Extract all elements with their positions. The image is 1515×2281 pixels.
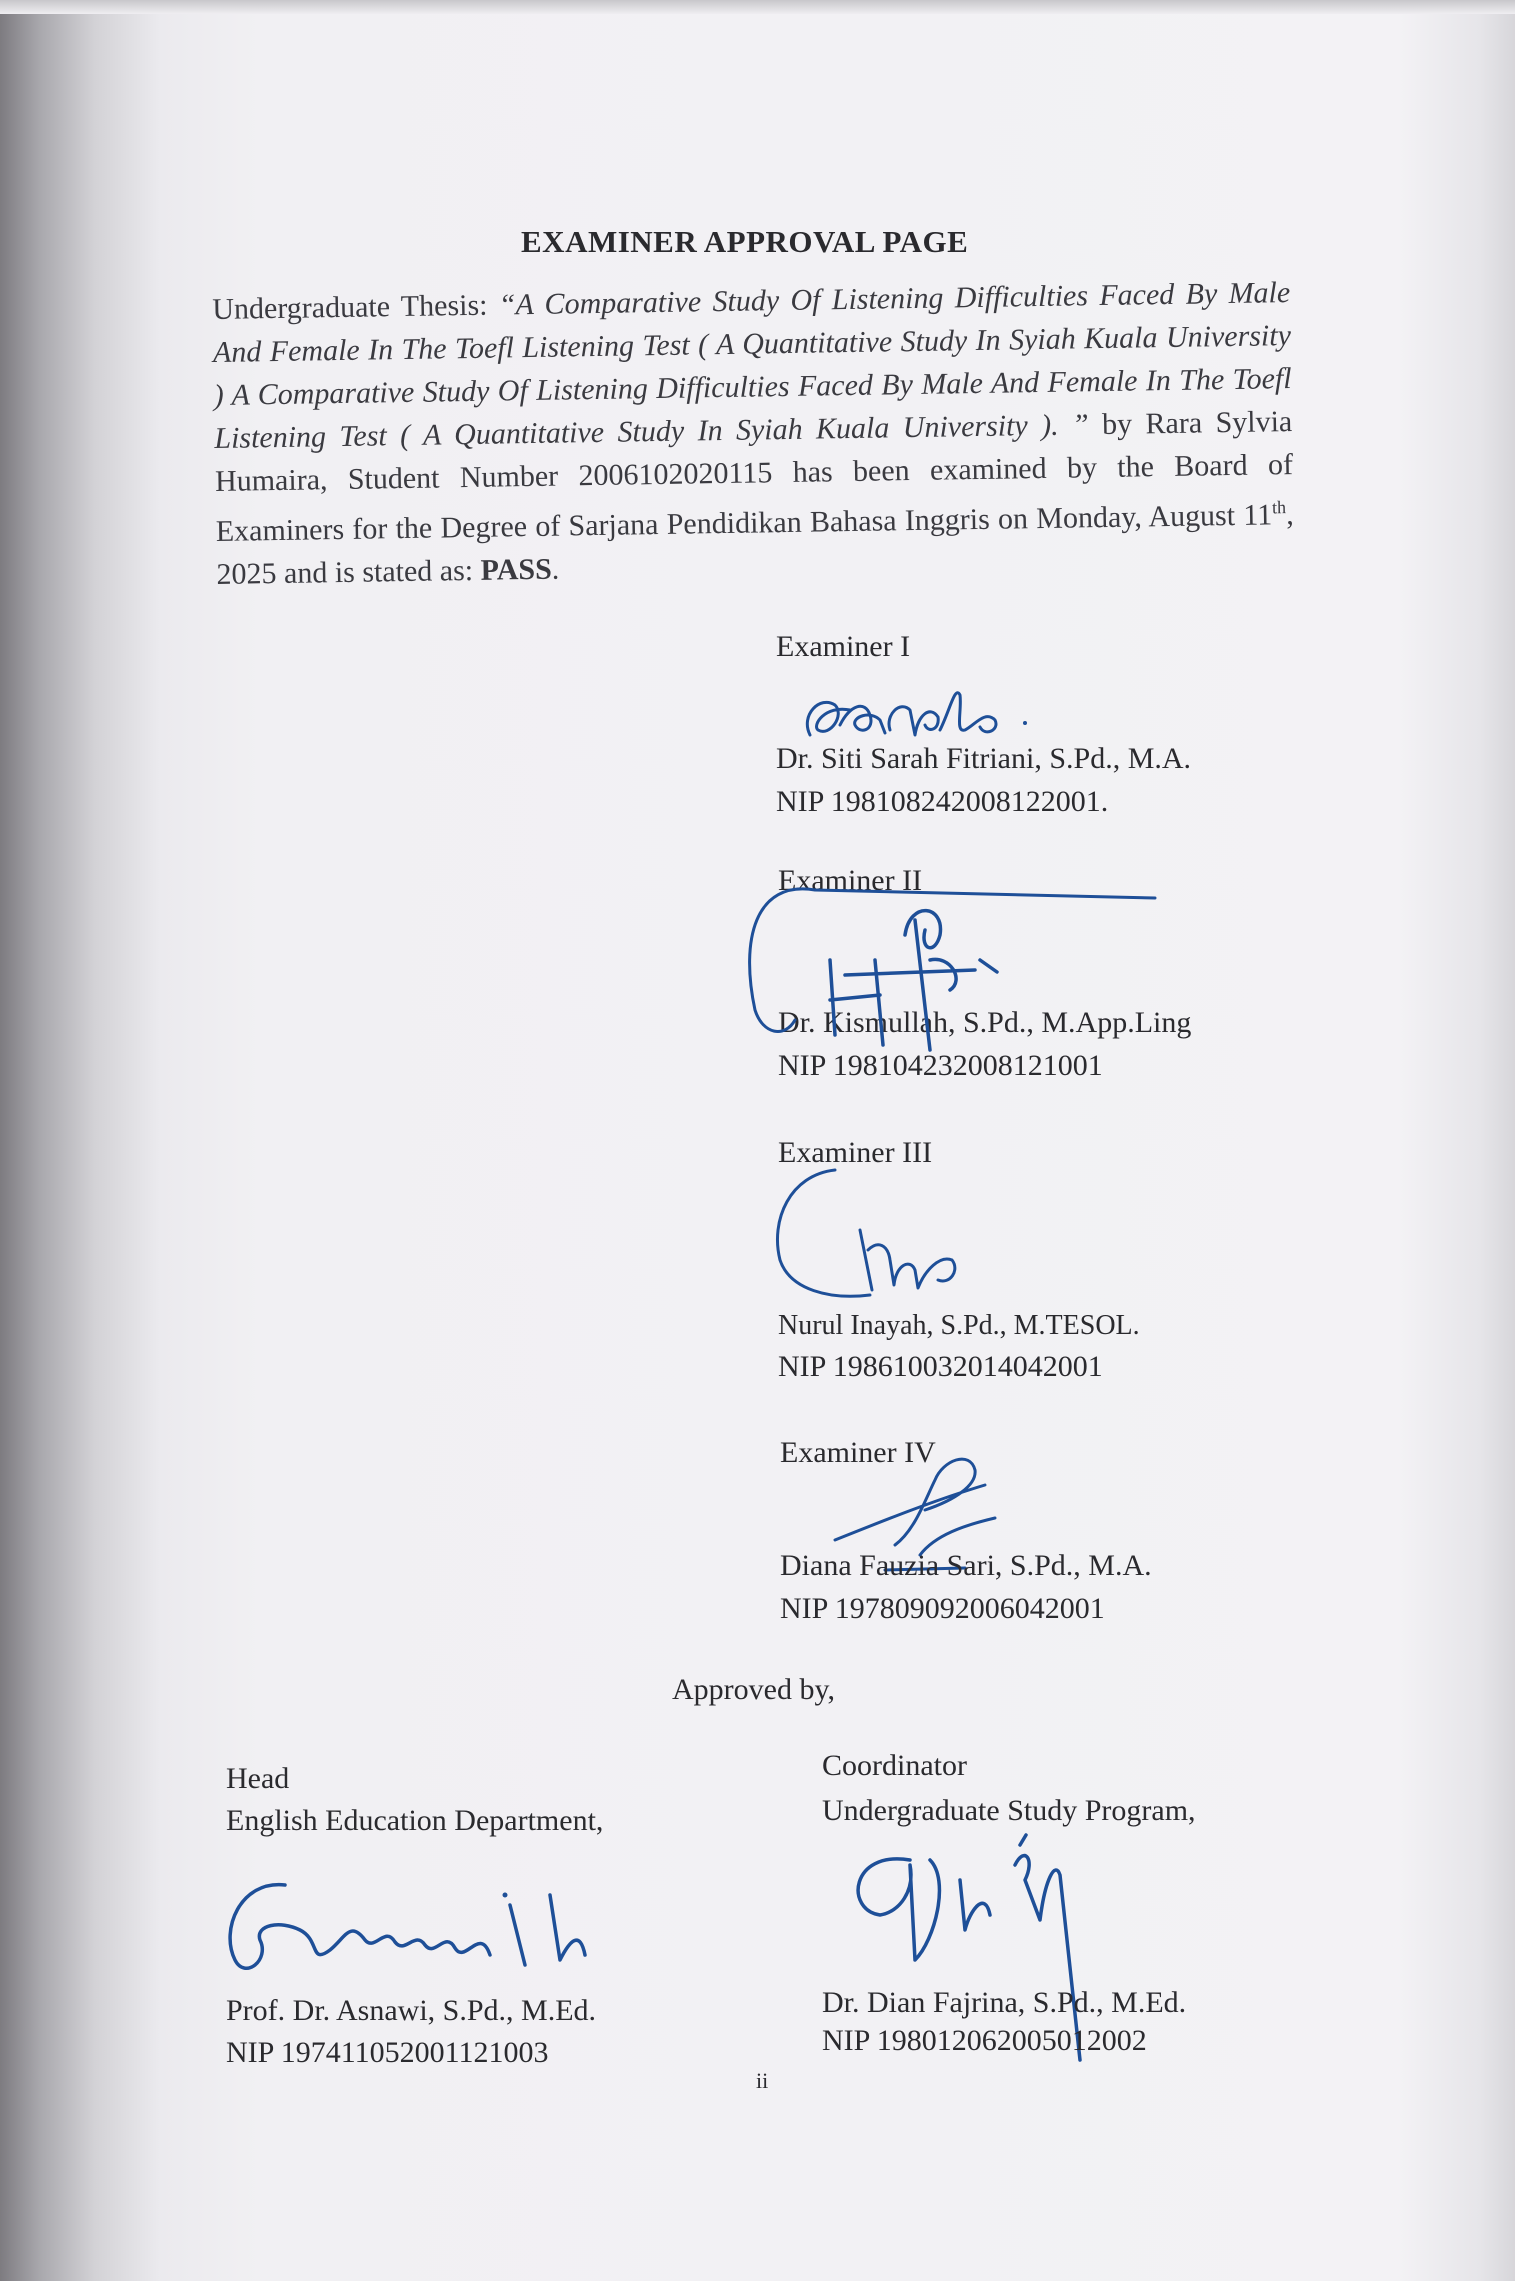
examiner-2-signature-icon: [735, 860, 1175, 1080]
head-name: Prof. Dr. Asnawi, S.Pd., M.Ed.: [226, 1994, 597, 2027]
coordinator-title: Coordinator: [822, 1749, 967, 1782]
examiner-1-role: Examiner I: [776, 630, 911, 663]
examiner-3-name: Nurul Inayah, S.Pd., M.TESOL.: [778, 1310, 1140, 1341]
coordinator-name: Dr. Dian Fajrina, S.Pd., M.Ed.: [822, 1986, 1187, 2019]
head-department: English Education Department,: [226, 1804, 604, 1837]
head-nip: NIP 197411052001121003: [226, 2036, 549, 2069]
examiner-4-role: Examiner IV: [780, 1436, 936, 1469]
page-top-edge: [0, 0, 1515, 14]
head-title: Head: [226, 1762, 290, 1795]
result-end: .: [551, 552, 560, 586]
date-suffix: th: [1271, 497, 1287, 518]
intro-lead: Undergraduate Thesis:: [212, 288, 500, 326]
approved-by-label: Approved by,: [672, 1673, 836, 1706]
examiner-3-role: Examiner III: [778, 1136, 933, 1169]
examiner-1-nip: NIP 198108242008122001.: [776, 785, 1109, 818]
examiner-1-name: Dr. Siti Sarah Fitriani, S.Pd., M.A.: [776, 742, 1192, 775]
page-number: ii: [756, 2068, 769, 2093]
coordinator-program: Undergraduate Study Program,: [822, 1794, 1196, 1827]
head-signature-icon: [210, 1870, 630, 2000]
thesis-title: “A Comparative Study Of Listening Difficulties Faced By Male And Female In The Toefl Listening Test ( A Quantitative Study In Syiah Kuala University ) A Comparative Study Of Listening Difficulties Faced By Male And Female In The Toefl Listening Test ( A Quantitative Study In Syiah Kuala University ). ”: [212, 276, 1292, 455]
examiner-2-nip: NIP 198104232008121001: [778, 1049, 1103, 1082]
intro-paragraph: [212, 271, 1295, 596]
examiner-4-name: Diana Fauzia Sari, S.Pd., M.A.: [780, 1549, 1152, 1582]
result: PASS: [480, 552, 552, 587]
intro-tail: , 2025 and is stated as:: [216, 498, 1294, 591]
examiner-4-nip: NIP 197809092006042001: [780, 1592, 1105, 1625]
page-title: EXAMINER APPROVAL PAGE: [521, 224, 969, 259]
intro-body: by Rara Sylvia Humaira, Student Number 2006102020115 has been examined by the Board of Examiners for the Degree of Sarjana Pendidikan Bahasa Inggris on Monday, August 11: [214, 405, 1294, 548]
coordinator-nip: NIP 198012062005012002: [822, 2024, 1147, 2057]
examiner-3-signature-icon: [760, 1150, 1000, 1310]
examiner-2-name: Dr. Kismullah, S.Pd., M.App.Ling: [778, 1006, 1192, 1039]
examiner-2-role: Examiner II: [778, 864, 923, 897]
examiner-3-nip: NIP 198610032014042001: [778, 1350, 1103, 1383]
coordinator-signature-icon: [840, 1820, 1120, 2100]
